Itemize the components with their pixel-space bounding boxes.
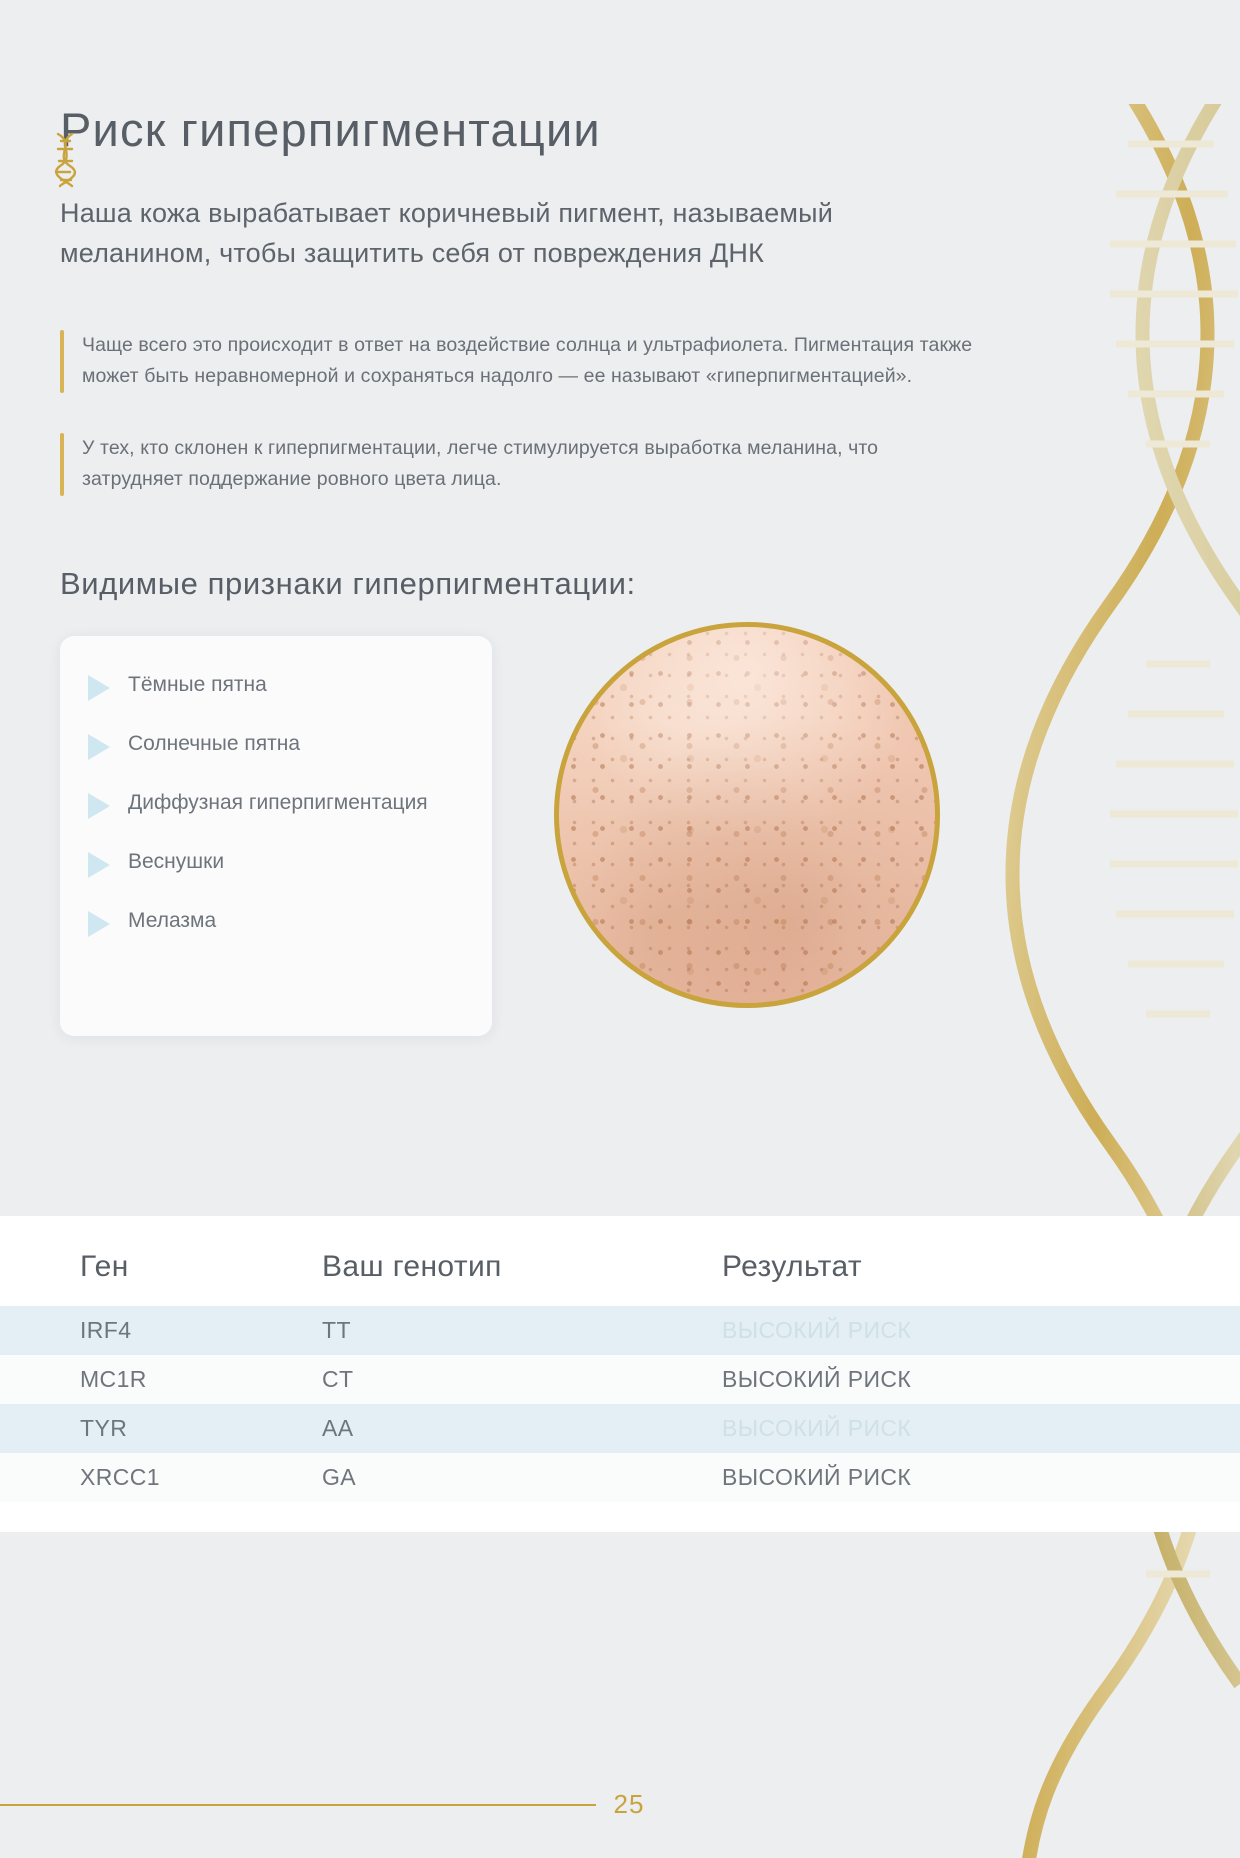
- table-row: [0, 1355, 1240, 1404]
- status-badge: ВЫСОКИЙ РИСК: [722, 1415, 912, 1441]
- signs-section: [60, 636, 1180, 1036]
- status-badge: ВЫСОКИЙ РИСК: [722, 1366, 912, 1392]
- triangle-bullet-icon: [88, 675, 110, 701]
- triangle-bullet-icon: [88, 793, 110, 819]
- page-lead-text: Наша кожа вырабатывает коричневый пигмент, называемый меланином, чтобы защитить себя от повреждения ДНК: [60, 197, 834, 268]
- table-row: [0, 1306, 1240, 1355]
- triangle-bullet-icon: [88, 852, 110, 878]
- cell-genotype: TT: [322, 1317, 351, 1343]
- table-row: [0, 1404, 1240, 1453]
- cell-gene: MC1R: [80, 1366, 147, 1392]
- column-header-genotype: Ваш генотип: [322, 1250, 502, 1283]
- column-header-result: Результат: [722, 1250, 863, 1283]
- page-title: Риск гиперпигментации: [60, 103, 601, 156]
- table-header-row: [0, 1240, 1240, 1306]
- cell-gene: TYR: [80, 1415, 128, 1441]
- triangle-bullet-icon: [88, 734, 110, 760]
- note-text: Чаще всего это происходит в ответ на воздействие солнца и ультрафиолета. Пигментация также может быть неравномерной и сохраняться надолго — ее называют «гиперпигментацией».: [82, 333, 973, 388]
- list-item: [88, 788, 462, 819]
- signs-card: [60, 636, 492, 1036]
- cell-gene: IRF4: [80, 1317, 132, 1343]
- list-item: [88, 729, 462, 760]
- column-header-gene: Ген: [80, 1250, 129, 1283]
- sign-label: Диффузная гиперпигментация: [128, 790, 428, 814]
- cell-gene: XRCC1: [80, 1464, 160, 1490]
- note-block: [60, 330, 1180, 393]
- footer-spacer: [644, 1804, 1240, 1806]
- cell-genotype: AA: [322, 1415, 354, 1441]
- signs-section-title: Видимые признаки гиперпигментации:: [60, 565, 636, 601]
- sign-label: Солнечные пятна: [128, 731, 300, 755]
- sign-label: Мелазма: [128, 908, 217, 932]
- page-number: 25: [613, 1789, 645, 1819]
- sign-label: Веснушки: [128, 849, 225, 873]
- note-accent-bar: [60, 433, 64, 496]
- photo-shading-layer: [559, 627, 935, 1003]
- results-table-container: [0, 1216, 1240, 1532]
- sign-label: Тёмные пятна: [128, 672, 267, 696]
- cell-genotype: CT: [322, 1366, 354, 1392]
- page-content: [0, 104, 1240, 1036]
- note-block: [60, 433, 1180, 496]
- list-item: [88, 906, 462, 937]
- table-row: [0, 1453, 1240, 1502]
- note-text: У тех, кто склонен к гиперпигментации, легче стимулируется выработка меланина, что затрудняет поддержание ровного цвета лица.: [82, 436, 879, 491]
- cell-genotype: GA: [322, 1464, 357, 1490]
- status-badge: ВЫСОКИЙ РИСК: [722, 1464, 912, 1490]
- skin-close-up-photo: [554, 622, 940, 1008]
- footer-rule: [0, 1804, 596, 1806]
- note-accent-bar: [60, 330, 64, 393]
- triangle-bullet-icon: [88, 911, 110, 937]
- status-badge: ВЫСОКИЙ РИСК: [722, 1317, 912, 1343]
- list-item: [88, 670, 462, 701]
- page-footer: [0, 1789, 1240, 1820]
- dna-helix-icon: [42, 130, 88, 188]
- list-item: [88, 847, 462, 878]
- results-table: [0, 1240, 1240, 1502]
